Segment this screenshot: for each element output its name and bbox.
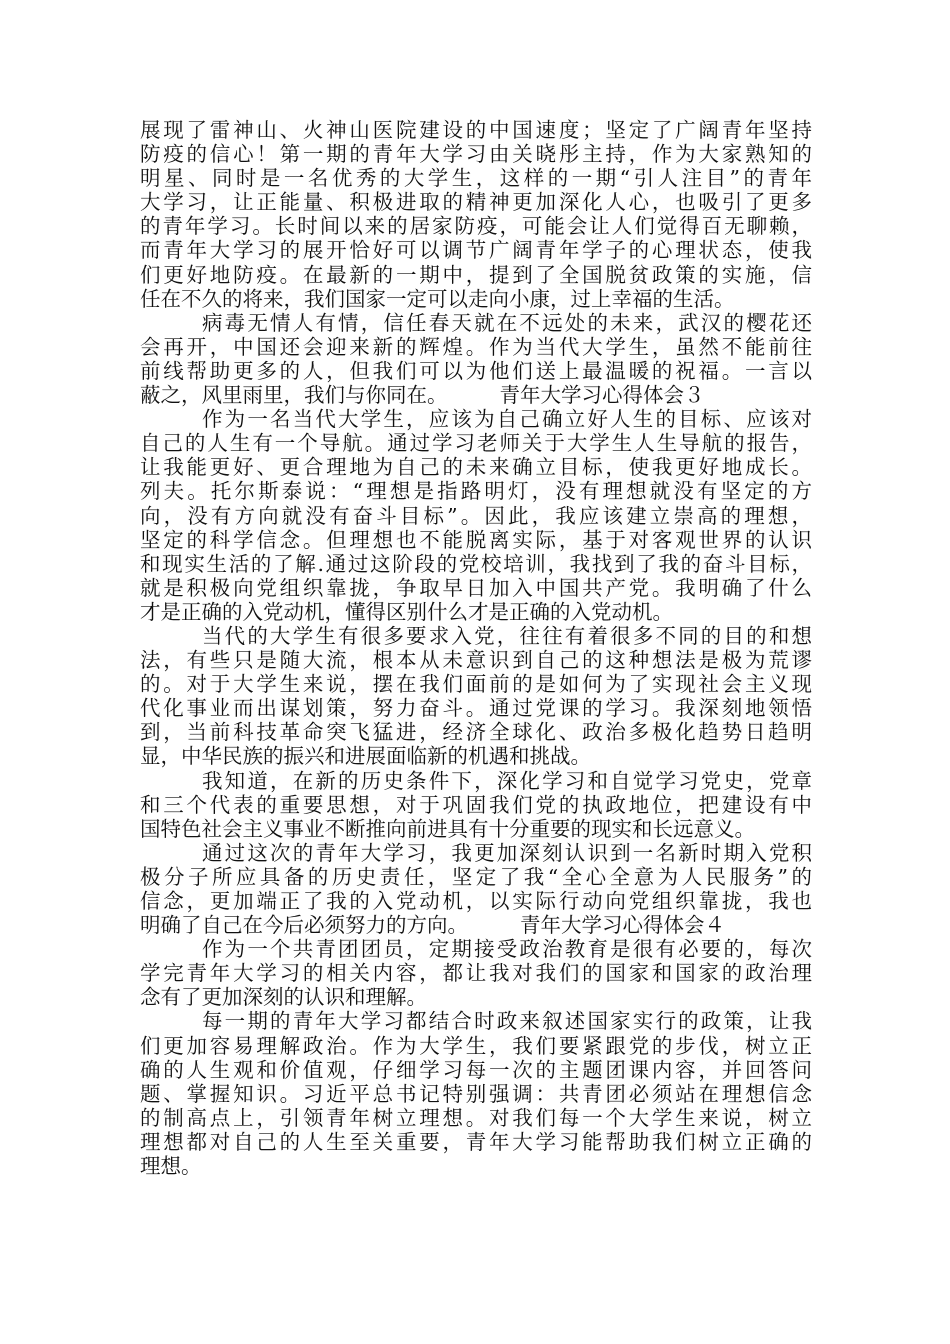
text-line: 念有了更加深刻的认识和理解。 xyxy=(140,985,427,1010)
text-line: 通过这次的青年大学习，我更加深刻认识到一名新时期入党积 xyxy=(202,840,812,865)
text-line: 就是积极向党组织靠拢，争取早日加入中国共产党。我明确了什么 xyxy=(140,575,812,600)
text-line: 病毒无情人有情，信任春天就在不远处的未来，武汉的樱花还 xyxy=(202,310,812,335)
text-line: 显，中华民族的振兴和进展面临新的机遇和挑战。 xyxy=(140,744,591,769)
text-line xyxy=(140,913,812,937)
text-line: 让我能更好、更合理地为自己的未来确立目标，使我更好地成长。 xyxy=(140,455,812,480)
text-line: 向，没有方向就没有奋斗目标”。因此，我应该建立崇高的理想， xyxy=(140,503,812,528)
text-line: 理想。 xyxy=(140,1154,202,1179)
text-line: 大学习，让正能量、积极进取的精神更加深化人心，也吸引了更多 xyxy=(140,190,812,215)
text-line: 和三个代表的重要思想，对于巩固我们党的执政地位，把建设有中 xyxy=(140,792,812,817)
text-line: 防疫的信心！第一期的青年大学习由关晓彤主持，作为大家熟知的 xyxy=(140,142,812,167)
text-line: 的。对于大学生来说，摆在我们面前的是如何为了实现社会主义现 xyxy=(140,672,812,697)
text-fragment: 蔽之，风里雨里，我们与你同在。 xyxy=(140,383,448,408)
text-line: 法，有些只是随大流，根本从未意识到自己的这种想法是极为荒谬 xyxy=(140,648,812,673)
text-line: 任在不久的将来，我们国家一定可以走向小康，过上幸福的生活。 xyxy=(140,286,735,311)
text-line: 作为一名当代大学生，应该为自己确立好人生的目标、应该对 xyxy=(202,407,812,432)
text-line: 们更加容易理解政治。作为大学生，我们要紧跟党的步伐，树立正 xyxy=(140,1033,812,1058)
text-line: 我知道，在新的历史条件下，深化学习和自觉学习党史，党章 xyxy=(202,768,812,793)
text-line xyxy=(140,383,812,407)
text-line: 会再开，中国还会迎来新的辉煌。作为当代大学生，虽然不能前往 xyxy=(140,334,812,359)
section-heading: 青年大学习心得体会３ xyxy=(499,383,705,408)
text-line: 坚定的科学信念。但理想也不能脱离实际，基于对客观世界的认识 xyxy=(140,527,812,552)
text-line: 极分子所应具备的历史责任，坚定了我“全心全意为人民服务”的 xyxy=(140,864,812,889)
text-line: 学完青年大学习的相关内容，都让我对我们的国家和国家的政治理 xyxy=(140,961,812,986)
text-line: 展现了雷神山、火神山医院建设的中国速度；坚定了广阔青年坚持 xyxy=(140,118,812,142)
text-line: 题、掌握知识。习近平总书记特别强调：共青团必须站在理想信念 xyxy=(140,1081,812,1106)
section-heading: 青年大学习心得体会４ xyxy=(520,913,725,938)
text-line: 的青年学习。长时间以来的居家防疫，可能会让人们觉得百无聊赖， xyxy=(140,214,812,239)
text-line: 列夫。托尔斯泰说：“理想是指路明灯，没有理想就没有坚定的方 xyxy=(140,479,812,504)
text-line: 前线帮助更多的人，但我们可以为他们送上最温暖的祝福。一言以 xyxy=(140,358,812,383)
text-line: 的制高点上，引领青年树立理想。对我们每一个大学生来说，树立 xyxy=(140,1105,812,1130)
text-line: 信念，更加端正了我的入党动机，以实际行动向党组织靠拢，我也 xyxy=(140,889,812,913)
text-line: 国特色社会主义事业不断推向前进具有十分重要的现实和长远意义。 xyxy=(140,816,755,841)
text-fragment: 明确了自己在今后必须努力的方向。 xyxy=(140,913,468,938)
text-line: 作为一个共青团团员，定期接受政治教育是很有必要的，每次 xyxy=(202,937,812,962)
text-line: 代化事业而出谋划策，努力奋斗。通过党课的学习。我深刻地领悟 xyxy=(140,696,812,721)
text-line: 当代的大学生有很多要求入党，往往有着很多不同的目的和想 xyxy=(202,623,812,648)
text-line: 和现实生活的了解.通过这阶段的党校培训，我找到了我的奋斗目标， xyxy=(140,551,812,576)
text-line: 们更好地防疫。在最新的一期中，提到了全国脱贫政策的实施，信 xyxy=(140,262,812,287)
text-line: 才是正确的入党动机，懂得区别什么才是正确的入党动机。 xyxy=(140,599,673,624)
text-line: 确的人生观和价值观，仔细学习每一次的主题团课内容，并回答问 xyxy=(140,1057,812,1082)
text-line: 而青年大学习的展开恰好可以调节广阔青年学子的心理状态，使我 xyxy=(140,238,812,263)
text-line: 自己的人生有一个导航。通过学习老师关于大学生人生导航的报告， xyxy=(140,431,812,456)
text-line: 明星、同时是一名优秀的大学生，这样的一期“引人注目”的青年 xyxy=(140,166,812,191)
text-line: 每一期的青年大学习都结合时政来叙述国家实行的政策，让我 xyxy=(202,1009,812,1034)
text-line: 理想都对自己的人生至关重要，青年大学习能帮助我们树立正确的 xyxy=(140,1129,812,1154)
text-line: 到，当前科技革命突飞猛进，经济全球化、政治多极化趋势日趋明 xyxy=(140,720,812,745)
body-text xyxy=(140,118,812,1178)
